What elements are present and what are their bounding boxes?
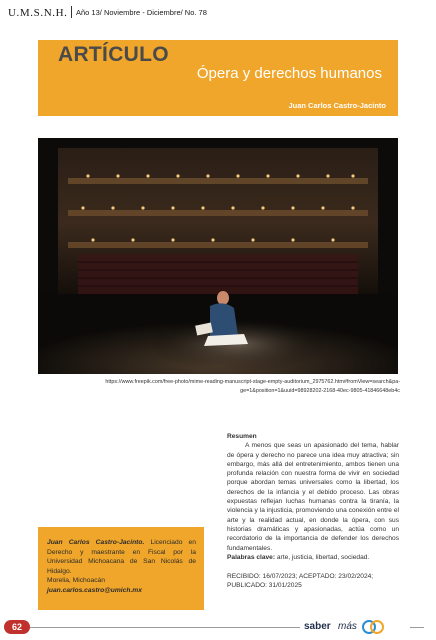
photo-credit-line1[interactable]: https://www.freepik.com/free-photo/mime-reading-manuscript-stage-empty-auditorium_2975762.htm#fromView=search&pa-: [105, 379, 400, 385]
article-author: Juan Carlos Castro-Jacinto: [288, 101, 386, 110]
keywords-label: Palabras clave:: [227, 553, 276, 561]
opera-stage-photo: [38, 138, 398, 374]
article-title: Ópera y derechos humanos: [196, 65, 382, 82]
logo-text-mas: más: [338, 621, 357, 632]
author-bio-text: Licenciado en Derecho y maestrante en Fiscal por la Universidad Michoacana de San Nicolás de Hidalgo.: [47, 539, 196, 575]
abstract: [227, 432, 399, 591]
header-divider: [71, 6, 72, 18]
page-number: 62: [4, 620, 30, 634]
publication-dates: RECIBIDO: 16/07/2023; ACEPTADO: 23/02/2024; PUBLICADO: 31/01/2025: [227, 573, 374, 590]
sabermas-logo: [300, 619, 410, 635]
photo-credit: [84, 378, 400, 396]
abstract-heading: Resumen: [227, 433, 257, 440]
section-label: ARTÍCULO: [58, 43, 169, 66]
keywords: [227, 553, 399, 562]
issue-info: Año 13/ Noviembre - Diciembre/ No. 78: [76, 8, 207, 17]
photo-credit-line2[interactable]: ge=1&position=1&uuid=98928202-2168-40ec-9805-41846648eb4c: [240, 388, 400, 394]
abstract-body: A menos que seas un apasionado del tema, hablar de ópera y derecho no parece una idea muy atractiva; sin embargo, más allá del entretenimiento, ambos tienen una profunda relación con nuestra forma de vivir en sociedad porque abordan temas universales como la libertad, los derechos de la infancia y el debido proceso. Las obras expuestas reflejan luchas humanas contra la tiranía, la violencia y la injusticia, promoviendo una conexión entre el arte y la realidad actual, en donde la ópera, con sus historias dramáticas y apasionadas, actúa como un recordatorio de la importancia de defender los derechos fundamentales.: [227, 442, 399, 552]
article-banner: [38, 40, 398, 116]
author-bio-name: Juan Carlos Castro-Jacinto.: [47, 539, 145, 546]
logo-text-saber: saber: [304, 621, 331, 632]
keywords-list: arte, justicia, libertad, sociedad.: [276, 553, 370, 561]
page-header: [0, 0, 436, 24]
logo-ring-icon: [370, 620, 384, 634]
author-bio-description: [47, 538, 196, 576]
author-bio: [38, 527, 204, 610]
author-location: Morelia, Michoacán: [47, 577, 105, 585]
journal-name: U.M.S.N.H.: [8, 7, 68, 19]
author-email[interactable]: juan.carlos.castro@umich.mx: [47, 586, 142, 594]
